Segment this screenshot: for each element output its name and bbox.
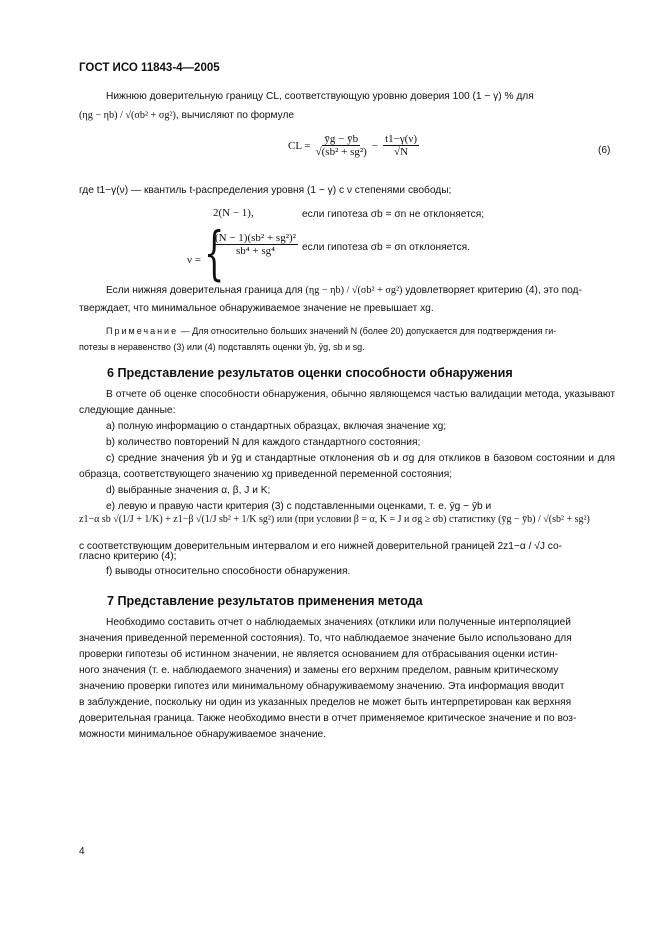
section-7-line: ного значения (т. е. наблюдаемого значения) и замены его верхним пределом, равным критическому bbox=[79, 665, 559, 676]
note-label: Примечание bbox=[106, 326, 179, 336]
page-number: 4 bbox=[79, 846, 85, 857]
nu-case-1-condition: если гипотеза σb = σn не отклоняется; bbox=[302, 209, 485, 220]
lower-bound-text-a: Если нижняя доверительная граница для bbox=[106, 285, 303, 296]
nu-case-2-condition: если гипотеза σb = σn отклоняется. bbox=[302, 242, 470, 253]
section-7-heading: 7 Представление результатов применения метода bbox=[107, 594, 423, 608]
where-quantile-line: где t1−γ(ν) — квантиль t-распределения уровня (1 − γ) с ν степенями свободы; bbox=[79, 185, 452, 196]
section-6-item-c: c) средние значения ȳb и ȳg и стандартные отклонения σb и σg для откликов в базовом состоянии и для образца, соответствующего значению xg приведенной переменной состояния; bbox=[79, 453, 615, 480]
formula-6-frac1-numerator: ȳg − ȳb bbox=[324, 133, 359, 145]
section-7-line: значению проверки гипотез или минимальному обнаруживаемому значению. Эта информация вводит bbox=[79, 681, 565, 692]
note-line-2: потезы в неравенство (3) или (4) подставлять оценки ȳb, ȳg, sb и sg. bbox=[79, 342, 365, 352]
lower-bound-ratio: (ηg − ηb) / √(σb² + σg²) bbox=[305, 285, 403, 296]
formula-6-lhs: CL = bbox=[288, 139, 311, 152]
formula-6-frac1-denominator: √(sb² + sg²) bbox=[315, 146, 367, 158]
formula-6-fraction-2 bbox=[383, 133, 419, 158]
nu-case-2-numerator: (N − 1)(sb² + sg²)² bbox=[215, 232, 296, 244]
section-6-item-e-cont-1: с соответствующим доверительным интервалом и его нижней доверительной границей 2z1−α / √J со- bbox=[79, 541, 563, 552]
section-6-item-b: b) количество повторений N для каждого стандартного состояния; bbox=[106, 437, 421, 448]
formula-6-fraction-1 bbox=[316, 133, 367, 158]
formula-6-tag: (6) bbox=[598, 145, 611, 156]
note-line-1 bbox=[106, 323, 616, 339]
section-6-item-a: a) полную информацию о стандартных образцах, включая значение xg; bbox=[106, 421, 447, 432]
section-6-item-e-formula: z1−α sb √(1/J + 1/K) + z1−β √(1/J sb² + 1/K sg²) или (при условии β = α, K = J и σg ≥ σb) статистику (ȳg − ȳb) / √(sb² + sg²) bbox=[79, 514, 590, 525]
nu-case-2-denominator: sb⁴ + sg⁴ bbox=[236, 245, 275, 257]
intro-ratio-expression: (ηg − ηb) / √(σb² + σg²) bbox=[79, 110, 176, 121]
section-7-line: в заблуждение, поскольку ни один из указанных пределов не может быть интерпретирован как верхняя bbox=[79, 697, 572, 708]
lower-bound-text-b: удовлетворяет критерию (4), это под- bbox=[405, 285, 582, 296]
formula-6-frac2-numerator: t1−γ(ν) bbox=[385, 133, 417, 145]
formula-6 bbox=[288, 133, 419, 158]
section-7-line: можности минимальное обнаруживаемое значение. bbox=[79, 729, 327, 740]
section-6-item-f: f) выводы относительно способности обнаружения. bbox=[106, 566, 351, 577]
nu-case-2-frac bbox=[213, 232, 298, 257]
formula-6-minus: − bbox=[371, 139, 379, 152]
note-text-1: — Для относительно больших значений N (более 20) допускается для подтверждения ги- bbox=[178, 326, 557, 336]
section-6-intro: В отчете об оценке способности обнаружения, обычно являющемся частью валидации метода, указывают следующие данные: bbox=[79, 389, 615, 416]
nu-case-2-fraction bbox=[213, 232, 298, 257]
nu-lhs: ν = bbox=[187, 254, 201, 266]
nu-case-1-expression: 2(N − 1), bbox=[213, 207, 254, 219]
cases-brace: { bbox=[204, 219, 225, 287]
section-7-line: проверки гипотезы об истинном значении, не является основанием для отбрасывания оценки истин- bbox=[79, 649, 559, 660]
section-7-line: Необходимо составить отчет о наблюдаемых значениях (отклики или полученные интерполяцией bbox=[106, 617, 571, 628]
section-7-body bbox=[79, 615, 619, 743]
section-6-item-d: d) выбранные значения α, β, J и K; bbox=[106, 485, 271, 496]
document-code-header: ГОСТ ИСО 11843-4—2005 bbox=[79, 62, 220, 74]
section-6-item-e-text: e) левую и правую части критерия (3) с подставленными оценками, т. е. ȳg − ȳb и bbox=[106, 501, 492, 512]
section-6-heading: 6 Представление результатов оценки способности обнаружения bbox=[107, 366, 513, 380]
lower-bound-line-1 bbox=[106, 283, 616, 299]
formula-6-frac2-denominator: √N bbox=[394, 146, 409, 158]
section-6-item-e-cont-2: гласно критерию (4); bbox=[79, 551, 177, 562]
intro-line-2-text: , вычисляют по формуле bbox=[175, 110, 295, 121]
intro-line-1: Нижнюю доверительную границу CL, соответствующую уровню доверия 100 (1 − γ) % для bbox=[106, 91, 534, 102]
intro-line-2 bbox=[79, 108, 294, 124]
section-6-item-e bbox=[106, 491, 616, 512]
section-7-line: доверительная граница. Также необходимо внести в отчет применяемое критическое значение и по воз- bbox=[79, 713, 577, 724]
section-7-line: значения приведенной переменной состояния). То, что наблюдаемое значение было использовано для bbox=[79, 633, 572, 644]
lower-bound-line-2: тверждает, что минимальное обнаруживаемое значение не превышает xg. bbox=[79, 303, 434, 314]
